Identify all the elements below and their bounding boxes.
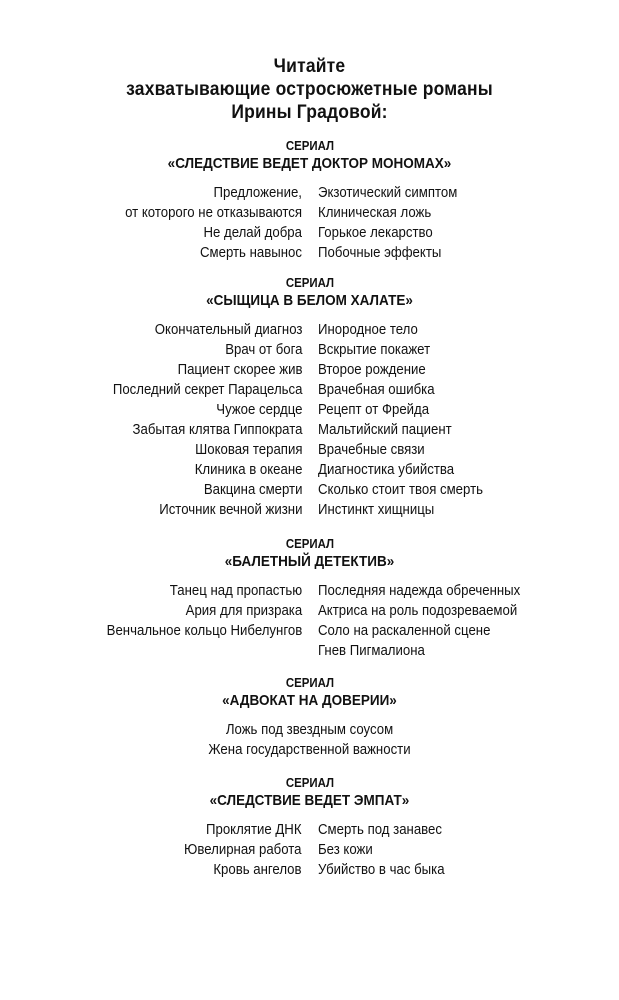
book-title: Сколько стоит твоя смерть xyxy=(318,481,483,498)
series-label: СЕРИАЛ xyxy=(285,275,335,290)
series-name: «СЛЕДСТВИЕ ВЕДЕТ ДОКТОР МОНОМАХ» xyxy=(167,155,452,172)
book-list-centered xyxy=(0,720,619,760)
series-label: СЕРИАЛ xyxy=(285,138,335,153)
book-title: Кровь ангелов xyxy=(213,861,302,878)
book-title: Забытая клятва Гиппократа xyxy=(132,421,302,438)
book-title: Побочные эффекты xyxy=(318,244,442,261)
book-list-right-column xyxy=(318,320,506,520)
series-label: СЕРИАЛ xyxy=(285,536,335,551)
book-title: Не делай добра xyxy=(203,224,302,241)
book-title: Вакцина смерти xyxy=(203,481,302,498)
book-title: Вскрытие покажет xyxy=(318,341,431,358)
series-syshchitsa-v-belom-khalate xyxy=(0,275,619,520)
book-title: Гнев Пигмалиона xyxy=(318,642,425,659)
series-name: «СЫЩИЦА В БЕЛОМ ХАЛАТЕ» xyxy=(206,292,413,309)
book-list-left-column xyxy=(80,581,302,641)
book-title: Ложь под звездным соусом xyxy=(225,721,394,738)
book-list-right-column xyxy=(318,183,476,263)
book-title: Проклятие ДНК xyxy=(206,821,302,838)
series-name: «АДВОКАТ НА ДОВЕРИИ» xyxy=(222,692,397,709)
book-title: Врачебные связи xyxy=(318,441,425,458)
book-title: Танец над пропастью xyxy=(169,582,302,599)
book-list xyxy=(0,581,619,661)
book-title: Актриса на роль подозреваемой xyxy=(318,602,518,619)
book-title: Смерть навынос xyxy=(200,244,302,261)
page-heading xyxy=(25,55,594,124)
book-list xyxy=(0,320,619,520)
book-title: Шоковая терапия xyxy=(194,441,302,458)
book-title: Инстинкт хищницы xyxy=(318,501,435,518)
series-doktor-monomakh xyxy=(0,138,619,263)
book-title: Экзотический симптом xyxy=(318,184,458,201)
book-title: Ария для призрака xyxy=(185,602,302,619)
book-title: Чужое сердце xyxy=(215,401,302,418)
book-title: Смерть под занавес xyxy=(318,821,442,838)
book-list-right-column xyxy=(318,820,462,880)
book-title: Соло на раскаленной сцене xyxy=(318,622,491,639)
book-title: Последняя надежда обреченных xyxy=(318,582,521,599)
series-name: «БАЛЕТНЫЙ ДЕТЕКТИВ» xyxy=(224,553,395,570)
book-title: Ювелирная работа xyxy=(184,841,302,858)
book-title: Предложение, xyxy=(213,184,302,201)
book-title: Без кожи xyxy=(318,841,373,858)
book-title: Убийство в час быка xyxy=(318,861,445,878)
book-title: Жена государственной важности xyxy=(208,741,411,758)
heading-line-3: Ирины Градовой: xyxy=(231,102,388,123)
book-list-left-column xyxy=(101,183,302,263)
series-label: СЕРИАЛ xyxy=(285,675,335,690)
book-title: Последний секрет Парацельса xyxy=(112,381,302,398)
book-title: Пациент скорее жив xyxy=(177,361,302,378)
series-label: СЕРИАЛ xyxy=(285,775,335,790)
book-title: Врач от бога xyxy=(224,341,302,358)
book-list xyxy=(0,820,619,880)
book-title: Венчальное кольцо Нибелунгов xyxy=(106,622,302,639)
book-title: Рецепт от Фрейда xyxy=(318,401,430,418)
book-title: Врачебная ошибка xyxy=(318,381,435,398)
book-title: Второе рождение xyxy=(318,361,426,378)
heading-line-1: Читайте xyxy=(273,56,346,77)
book-list xyxy=(0,183,619,263)
book-list-right-column xyxy=(318,581,548,661)
heading-line-2: захватывающие остросюжетные романы xyxy=(126,79,493,100)
series-sledstvie-vedet-empat xyxy=(0,775,619,880)
book-title: Клиническая ложь xyxy=(318,204,432,221)
book-title: Диагностика убийства xyxy=(318,461,455,478)
book-title: Источник вечной жизни xyxy=(158,501,302,518)
series-name: «СЛЕДСТВИЕ ВЕДЕТ ЭМПАТ» xyxy=(209,792,410,809)
series-baletnyi-detektiv xyxy=(0,536,619,661)
book-list-left-column xyxy=(87,320,302,520)
book-title: Мальтийский пациент xyxy=(318,421,452,438)
book-title: Инородное тело xyxy=(318,321,418,338)
book-title: от которого не отказываются xyxy=(125,204,302,221)
book-title: Горькое лекарство xyxy=(318,224,433,241)
book-title: Клиника в океане xyxy=(194,461,302,478)
book-title: Окончательный диагноз xyxy=(154,321,302,338)
book-list-left-column xyxy=(168,820,302,880)
series-advokat-na-doverii xyxy=(0,675,619,760)
